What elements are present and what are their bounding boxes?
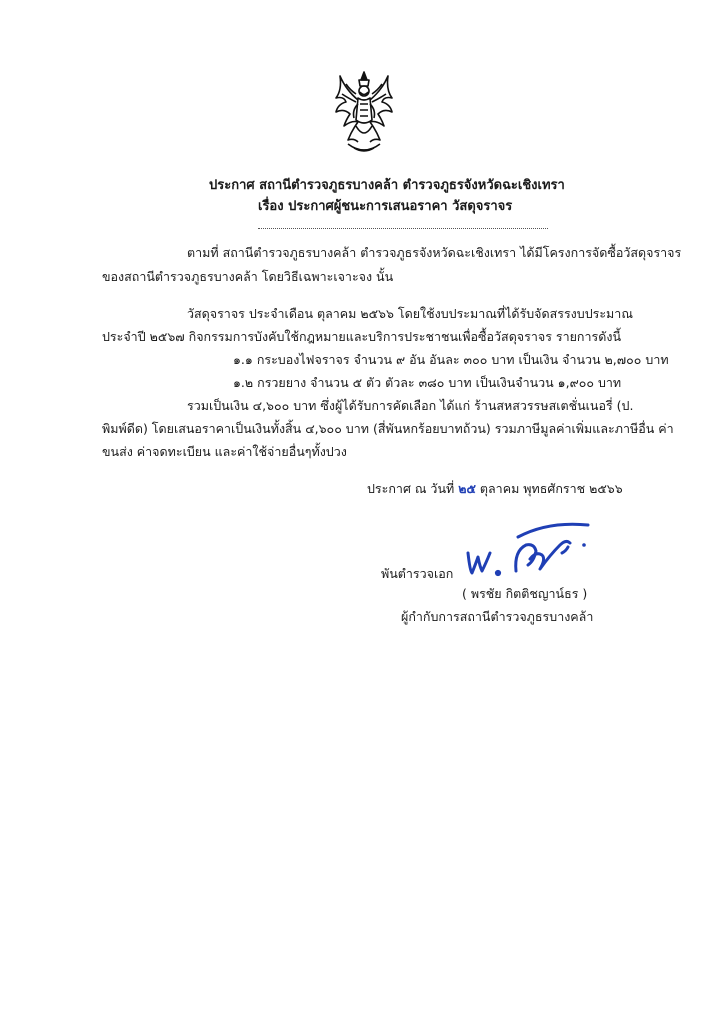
paragraph-2-line-1: วัสดุจราจร ประจำเดือน ตุลาคม ๒๕๖๖ โดยใช้งบประมาณที่ได้รับจัดสรรงบประมาณ bbox=[187, 306, 633, 321]
item-1: ๑.๑ กระบองไฟจราจร จำนวน ๙ อัน อันละ ๓๐๐ บาท เป็นเงิน จำนวน ๒,๗๐๐ บาท bbox=[233, 352, 669, 367]
paragraph-3-line-3: ขนส่ง ค่าจดทะเบียน และค่าใช้จ่ายอื่นๆทั้งปวง bbox=[102, 444, 347, 459]
date-suffix: ตุลาคม พุทธศักราช ๒๕๖๖ bbox=[479, 481, 623, 496]
handwritten-signature bbox=[458, 515, 598, 585]
paragraph-1-line-1: ตามที่ สถานีตำรวจภูธรบางคล้า ตำรวจภูธรจังหวัดฉะเชิงเทรา ได้มีโครงการจัดซื้อวัสดุจราจร bbox=[187, 245, 682, 260]
paragraph-1-line-2: ของสถานีตำรวจภูธรบางคล้า โดยวิธีเฉพาะเจาะจง นั้น bbox=[102, 269, 394, 284]
title-divider bbox=[258, 228, 548, 229]
announcement-date bbox=[367, 481, 623, 497]
document-subject: เรื่อง ประกาศผู้ชนะการเสนอราคา วัสดุจราจร bbox=[258, 199, 513, 214]
signer-position: ผู้กำกับการสถานีตำรวจภูธรบางคล้า bbox=[401, 609, 594, 624]
garuda-emblem-icon bbox=[332, 70, 396, 156]
paragraph-2-line-2: ประจำปี ๒๕๖๗ กิจกรรมการบังคับใช้กฎหมายและบริการประชาชนเพื่อซื้อวัสดุจราจร รายการดังนี้ bbox=[102, 329, 622, 344]
date-day: ๒๕ bbox=[458, 481, 476, 496]
signer-name: ( พรชัย กิตติชญาน์ธร ) bbox=[462, 586, 588, 601]
date-prefix: ประกาศ ณ วันที่ bbox=[367, 481, 455, 496]
signer-rank: พันตำรวจเอก bbox=[381, 566, 454, 581]
paragraph-3-line-2: พิมพ์ดีด) โดยเสนอราคาเป็นเงินทั้งสิ้น ๔,๖๐๐ บาท (สี่พันหกร้อยบาทถ้วน) รวมภาษีมูลค่าเพิ่มและภาษีอื่น ค่า bbox=[102, 421, 674, 436]
document-title: ประกาศ สถานีตำรวจภูธรบางคล้า ตำรวจภูธรจังหวัดฉะเชิงเทรา bbox=[209, 178, 565, 193]
item-2: ๑.๒ กรวยยาง จำนวน ๕ ตัว ตัวละ ๓๘๐ บาท เป็นเงินจำนวน ๑,๙๐๐ บาท bbox=[233, 375, 622, 390]
paragraph-3-line-1: รวมเป็นเงิน ๔,๖๐๐ บาท ซึ่งผู้ได้รับการคัดเลือก ได้แก่ ร้านสหสวรรษสเตชั่นเนอรี่ (ป. bbox=[187, 398, 634, 413]
